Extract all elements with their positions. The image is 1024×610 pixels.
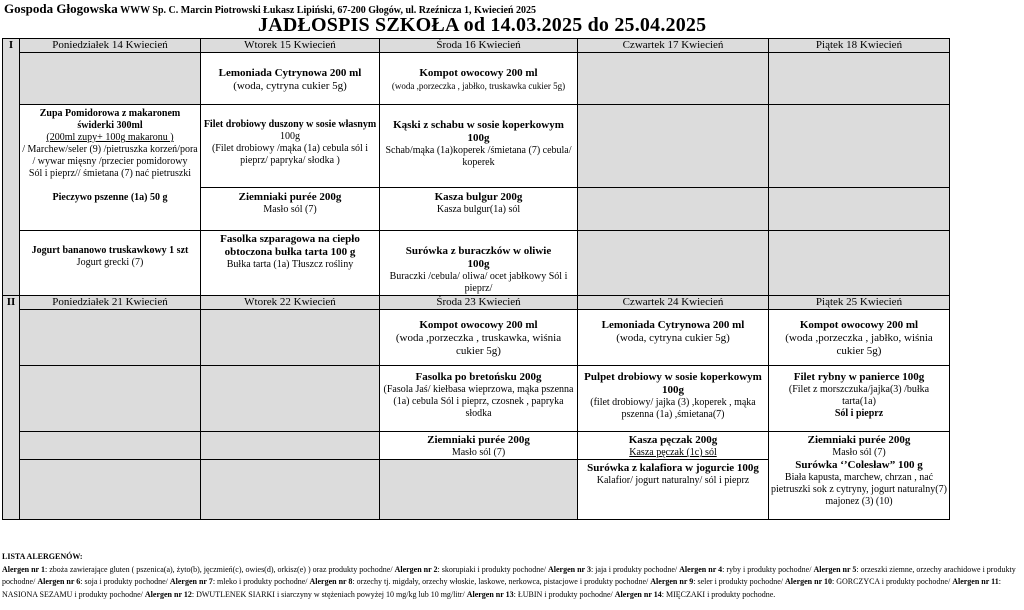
week2-day-mon: Poniedziałek 21 Kwiecień <box>20 296 201 310</box>
allergen-label: Alergen nr 11 <box>952 577 999 586</box>
week2-fri-main <box>769 366 950 432</box>
dish-weight: 100g <box>280 131 300 142</box>
week1-label: I <box>3 39 20 296</box>
dish-name: Surówka z buraczków w oliwie <box>405 245 552 257</box>
allergen-text: : mleko i produkty pochodne/ <box>212 577 310 586</box>
week1-day-mon: Poniedziałek 14 Kwiecień <box>20 39 201 53</box>
dish-name: Lemoniada Cytrynowa 200 ml <box>601 319 745 331</box>
dish-name: Kasza pęczak 200g <box>628 434 718 446</box>
allergen-label: Alergen nr 9 <box>650 577 694 586</box>
week1-thu-drink-empty <box>578 53 769 105</box>
allergen-text: : orzechy tj. migdały, orzechy włoskie, laskowe, nerkowca, pistacjowe i produkty pochodne/ <box>352 577 651 586</box>
week2-mon-main-empty <box>20 366 201 432</box>
week2-sides-row <box>3 432 950 460</box>
dish-description: (woda, cytryna cukier 5g) <box>233 80 347 92</box>
dish-name: Jogurt bananowo truskawkowy 1 szt <box>31 245 189 256</box>
dish-name: Filet rybny w panierce 100g <box>793 371 925 383</box>
week1-day-fri: Piątek 18 Kwiecień <box>769 39 950 53</box>
dish-name: Ziemniaki purée 200g <box>238 191 342 203</box>
dish-description: Kasza pęczak (1c) sól <box>629 447 717 458</box>
dish-description: (woda ,porzeczka , jabłko, truskawka cukier 5g) <box>391 81 566 91</box>
restaurant-name: Gospoda Głogowska <box>4 1 118 16</box>
dish-description: (Fasola Jaś/ kiełbasa wieprzowa, mąka pszenna (1a) cebula Sól i pieprz, czosnek , papryka słodka <box>383 384 574 419</box>
week2-drinks-row <box>3 310 950 366</box>
dish-name: Fasolka szparagowa na ciepło obtoczona bułka tarta 100 g <box>220 233 360 258</box>
dish-name: Pulpet drobiowy w sosie koperkowym 100g <box>584 371 762 396</box>
dish-name: Kompot owocowy 200 ml <box>419 319 538 331</box>
dish-weight: 100g <box>467 258 490 270</box>
week2-mains-row <box>3 366 950 432</box>
dish-description: Masło sól (7) <box>451 447 506 458</box>
allergen-label: Alergen nr 13 <box>466 589 514 599</box>
allergen-text: : zboża zawierające gluten ( pszenica(a), żyto(b), jęczmień(c), owies(d), orkisz(e) ) oraz produkty pochodne/ <box>44 564 395 574</box>
dish-description: (Filet drobiowy /mąka (1a) cebula sól i pieprz/ papryka/ słodka ) <box>211 143 369 166</box>
allergen-text: : seler i produkty pochodne/ <box>693 577 786 586</box>
week1-drinks-row <box>3 53 950 105</box>
dish-description: (woda ,porzeczka , jabłko, wiśnia cukier 5g) <box>785 332 933 357</box>
allergen-legend <box>2 551 1022 601</box>
week1-fri-drink-empty <box>769 53 950 105</box>
week2-thu-main <box>578 366 769 432</box>
restaurant-address: WWW Sp. C. Marcin Piotrowski Łukasz Lipiński, 67-200 Głogów, ul. Rzeźnicza 1, Kwiecień 2025 <box>117 5 536 16</box>
week1-day-wed: Środa 16 Kwiecień <box>380 39 578 53</box>
week2-tue-side-empty <box>201 432 380 460</box>
week1-thu-side-empty <box>578 188 769 231</box>
dish-description: Kalafior/ jogurt naturalny/ sól i pieprz <box>596 475 750 486</box>
dish-description: Masło sól (7) <box>263 204 317 215</box>
dish-name: Fasolka po bretońsku 200g <box>415 371 542 383</box>
week1-day-row <box>3 39 950 53</box>
allergen-text: : MIĘCZAKI i produkty pochodne. <box>661 589 776 599</box>
menu-table <box>2 38 950 520</box>
allergen-text: : NASIONA SEZAMU i produkty pochodne/ <box>2 577 1001 599</box>
allergen-label: Alergen nr 1 <box>2 564 45 574</box>
dish-description: (woda ,porzeczka , truskawka, wiśnia cukier 5g) <box>395 332 562 357</box>
week2-day-fri: Piątek 25 Kwiecień <box>769 296 950 310</box>
dish-description: Jogurt grecki (7) <box>76 257 144 268</box>
week1-wed-main <box>380 105 578 188</box>
salad-name: Surówka ‘’Colesław” 100 g <box>795 459 923 471</box>
week2-tue-main-empty <box>201 366 380 432</box>
allergen-text: : ŁUBIN i produkty pochodne/ <box>513 589 615 599</box>
dish-description: Schab/mąka (1a)koperek /śmietana (7) cebula/ koperek <box>385 145 572 168</box>
legend-heading: LISTA ALERGENÓW: <box>2 552 83 561</box>
week1-wed-drink <box>380 53 578 105</box>
week2-label: II <box>3 296 20 520</box>
allergen-text: : GORCZYCA i produkty pochodne/ <box>831 577 953 586</box>
dish-name: Surówka z kalafiora w jogurcie 100g <box>587 462 759 474</box>
allergen-label: Alergen nr 12 <box>144 589 192 599</box>
page-title: JADŁOSPIS SZKOŁA od 14.03.2025 do 25.04.2025 <box>258 14 707 36</box>
week1-mon-yogurt <box>20 231 201 296</box>
dish-name: Ziemniaki purée 200g <box>807 434 911 446</box>
allergen-label: Alergen nr 3 <box>547 564 591 574</box>
week1-thu-extra-empty <box>578 231 769 296</box>
allergen-text: : DWUTLENEK SIARKI i siarczyny w stężeniach powyżej 10 mg/kg lub 10 mg/litr/ <box>191 589 467 599</box>
week1-thu-main-empty <box>578 105 769 188</box>
week1-wed-side <box>380 188 578 231</box>
week1-mon-soup <box>20 105 201 231</box>
week2-wed-main <box>380 366 578 432</box>
dish-ingredients: / Marchew/seler (9) /pietruszka korzeń/pora / wywar mięsny /przecier pomidorowy <box>22 144 198 167</box>
allergen-text: : orzeszki ziemne, orzechy arachidowe i produkty pochodne/ <box>2 564 1016 586</box>
week1-tue-side <box>201 188 380 231</box>
week2-thu-side <box>578 432 769 460</box>
allergen-text: : skorupiaki i produkty pochodne/ <box>437 564 548 574</box>
allergen-label: Alergen nr 6 <box>37 577 81 586</box>
dish-description: Bułka tarta (1a) Tłuszcz rośliny <box>226 259 354 270</box>
week2-wed-side <box>380 432 578 460</box>
week2-thu-salad <box>578 460 769 520</box>
week1-day-tue: Wtorek 15 Kwiecień <box>201 39 380 53</box>
week2-thu-drink <box>578 310 769 366</box>
dish-description: Masło sól (7) <box>832 447 886 458</box>
week1-fri-extra-empty <box>769 231 950 296</box>
allergen-label: Alergen nr 2 <box>394 564 438 574</box>
allergen-label: Alergen nr 4 <box>679 564 723 574</box>
allergen-label: Alergen nr 8 <box>309 577 353 586</box>
week1-tue-main <box>201 105 380 188</box>
dish-seasoning: Sól i pieprz// śmietana (7) nać pietruszki <box>28 168 192 179</box>
dish-seasoning: Sól i pieprz <box>834 408 884 419</box>
week1-tue-beans <box>201 231 380 296</box>
week2-fri-sides <box>769 432 950 520</box>
legend-body <box>2 564 1022 602</box>
week2-day-wed: Środa 23 Kwiecień <box>380 296 578 310</box>
allergen-label: Alergen nr 5 <box>813 564 857 574</box>
dish-description: (woda, cytryna cukier 5g) <box>616 332 730 344</box>
dish-name: Kompot owocowy 200 ml <box>799 319 919 331</box>
dish-name: Kąski z schabu w sosie koperkowym <box>393 119 564 131</box>
week2-tue-extra-empty <box>201 460 380 520</box>
week1-fri-side-empty <box>769 188 950 231</box>
week2-day-row <box>3 296 950 310</box>
week1-fri-main-empty <box>769 105 950 188</box>
allergen-label: Alergen nr 10 <box>785 577 832 586</box>
dish-name: Zupa Pomidorowa z makaronem świderki 300ml <box>39 108 181 131</box>
salad-description: Biała kapusta, marchew, chrzan , nać pietruszki sok z cytryny, jogurt naturalny(7) majonez (3) (10) <box>771 472 947 507</box>
week2-fri-drink <box>769 310 950 366</box>
allergen-text: : jaja i produkty pochodne/ <box>590 564 680 574</box>
week2-day-tue: Wtorek 22 Kwiecień <box>201 296 380 310</box>
week2-mon-extra-empty <box>20 460 201 520</box>
bread-item: Pieczywo pszenne (1a) 50 g <box>52 192 168 203</box>
dish-description: Kasza bulgur(1a) sól <box>436 204 521 215</box>
week1-day-thu: Czwartek 17 Kwiecień <box>578 39 769 53</box>
allergen-text: : soja i produkty pochodne/ <box>80 577 170 586</box>
week2-tue-drink-empty <box>201 310 380 366</box>
dish-description: (filet drobiowy/ jajka (3) ,koperek , mąka pszenna (1a) ,śmietana(7) <box>590 397 756 420</box>
week2-mon-drink-empty <box>20 310 201 366</box>
week1-extras-row <box>3 231 950 296</box>
week2-mon-side-empty <box>20 432 201 460</box>
allergen-label: Alergen nr 7 <box>169 577 213 586</box>
week2-wed-extra-empty <box>380 460 578 520</box>
dish-description: (Filet z morszczuka/jajka(3) /bułka tarta(1a) <box>788 384 930 407</box>
dish-name: Kompot owocowy 200 ml <box>419 67 538 79</box>
dish-weight: 100g <box>467 132 490 144</box>
dish-name: Lemoniada Cytrynowa 200 ml <box>218 67 362 79</box>
allergen-label: Alergen nr 14 <box>614 589 662 599</box>
dish-name: Filet drobiowy duszony w sosie własnym <box>203 119 377 130</box>
week2-wed-drink <box>380 310 578 366</box>
dish-portion: (200ml zupy+ 100g makaronu ) <box>46 132 174 143</box>
week2-day-thu: Czwartek 24 Kwiecień <box>578 296 769 310</box>
week1-mains-row <box>3 105 950 188</box>
dish-name: Kasza bulgur 200g <box>434 191 523 203</box>
dish-name: Ziemniaki purée 200g <box>427 434 530 446</box>
week1-mon-drink-empty <box>20 53 201 105</box>
week1-tue-drink <box>201 53 380 105</box>
allergen-text: : ryby i produkty pochodne/ <box>722 564 814 574</box>
week1-wed-salad <box>380 231 578 296</box>
dish-description: Buraczki /cebula/ oliwa/ ocet jabłkowy Sól i pieprz/ <box>389 271 568 294</box>
